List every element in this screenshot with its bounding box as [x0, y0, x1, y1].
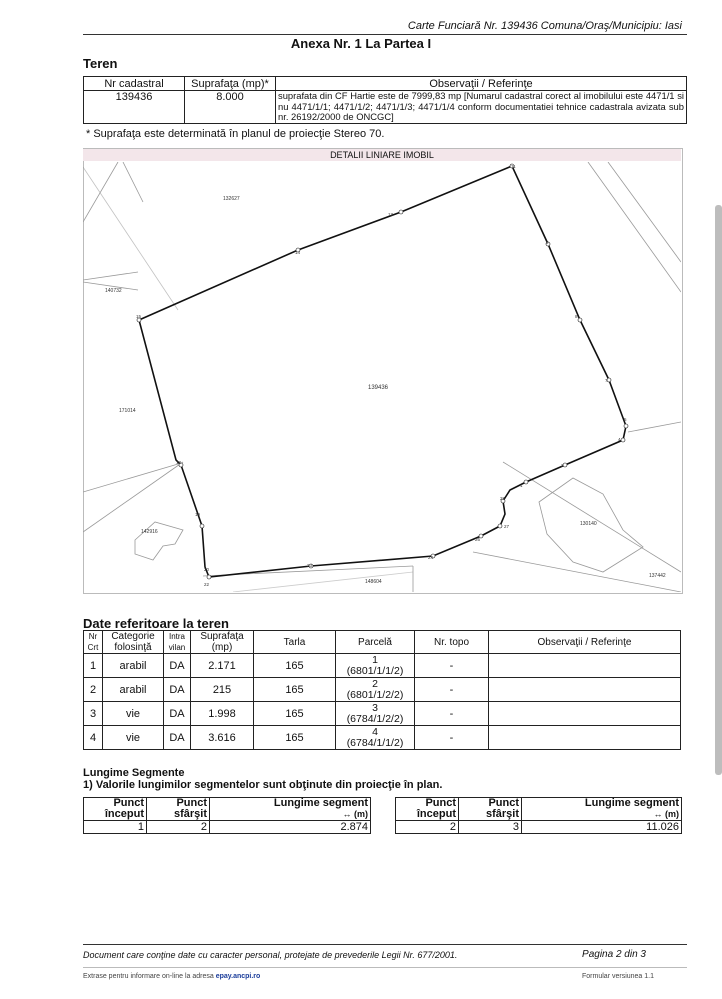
nr-topo: - [415, 726, 489, 750]
categorie: arabil [103, 678, 164, 702]
page-number: Pagina 2 din 3 [582, 949, 646, 960]
form-version: Formular versiunea 1.1 [582, 973, 654, 980]
intravilan: DA [164, 726, 191, 750]
neighbour-132627: 132627 [223, 196, 240, 202]
footer-rule [83, 944, 687, 945]
pt-26: 26 [475, 537, 481, 542]
pt-20: 20 [204, 567, 210, 572]
scrollbar-thumb[interactable] [715, 205, 722, 775]
suprafata-value: 8.000 [185, 91, 276, 124]
legal-notice: Document care conţine date cu caracter personal, protejate de prevederile Legii Nr. 677/2001. [83, 950, 458, 960]
segmente-heading: Lungime Segmente [83, 767, 185, 779]
col-suprafata: Suprafaţa (mp) [191, 631, 254, 654]
pt-22: 22 [204, 582, 210, 587]
neighbour-148604: 148604 [365, 579, 382, 585]
categorie: vie [103, 702, 164, 726]
col-intravilan: Intra vilan [164, 631, 191, 654]
punct-sfarsit: 3 [459, 821, 522, 834]
nr-topo: - [415, 678, 489, 702]
intravilan: DA [164, 678, 191, 702]
extras-notice: Extrase pentru informare on-line la adresa epay.ancpi.ro [83, 973, 261, 980]
pt-18: 18 [176, 460, 182, 465]
pt-7: 7 [605, 378, 608, 383]
col-lungime: Lungime segment ↔ (m) [210, 798, 371, 821]
lungime-segment: 2.874 [210, 821, 371, 834]
footer-rule-2 [83, 967, 687, 968]
neighbour-lines [83, 162, 681, 592]
parcela: 3 (6784/1/2/2) [336, 702, 415, 726]
table-row [84, 654, 681, 678]
col-tarla: Tarla [254, 631, 336, 654]
parcela: 2 (6801/1/2/2) [336, 678, 415, 702]
col-suprafata: Suprafaţa (mp)* [185, 77, 276, 91]
pt-27: 27 [504, 524, 510, 529]
cf-header: Carte Funciară Nr. 139436 Comuna/Oraş/Municipiu: Iasi [407, 20, 682, 32]
pt-28: 28 [500, 496, 506, 501]
col-punct-inceput: Punct început [396, 798, 459, 821]
col-nr-cadastral: Nr cadastral [84, 77, 185, 91]
pt-9: 9 [546, 240, 549, 245]
projection-note: * Suprafaţa este determinată în planul de proiecţie Stereo 70. [86, 128, 385, 140]
punct-inceput: 2 [396, 821, 459, 834]
suprafata: 3.616 [191, 726, 254, 750]
segmente-subheading: 1) Valorile lungimilor segmentelor sunt obţinute din proiecţie în plan. [83, 779, 443, 791]
nr-topo: - [415, 654, 489, 678]
pt-13: 13 [388, 212, 394, 217]
tarla: 165 [254, 726, 336, 750]
neighbour-171014: 171014 [119, 408, 136, 414]
neighbour-142916: 142916 [141, 529, 158, 535]
suprafata: 2.171 [191, 654, 254, 678]
neighbour-130140: 130140 [580, 521, 597, 527]
neighbour-140732: 140732 [105, 288, 122, 294]
table-row [396, 821, 682, 834]
col-nr-crt: Nr Crt [84, 631, 103, 654]
col-punct-sfarsit: Punct sfârşit [147, 798, 210, 821]
punct-inceput: 1 [84, 821, 147, 834]
page-title: Anexa Nr. 1 La Partea I [290, 36, 432, 51]
observatii [489, 654, 681, 678]
table-row [84, 821, 371, 834]
suprafata: 1.998 [191, 702, 254, 726]
col-punct-sfarsit: Punct sfârşit [459, 798, 522, 821]
table-row [84, 726, 681, 750]
pt-4: 4 [618, 437, 621, 442]
intravilan: DA [164, 654, 191, 678]
date-teren-table [83, 630, 681, 750]
epay-link[interactable]: epay.ancpi.ro [215, 973, 261, 980]
col-categorie: Categorie folosinţă [103, 631, 164, 654]
cadastral-plan [83, 162, 681, 592]
pt-8: 8 [575, 314, 578, 319]
teren-table [83, 76, 687, 124]
categorie: vie [103, 726, 164, 750]
header-rule [83, 34, 687, 35]
plan-heading: DETALII LINIARE IMOBIL [83, 149, 681, 161]
nr-crt: 1 [84, 654, 103, 678]
neighbour-137442: 137442 [649, 573, 666, 579]
suprafata: 215 [191, 678, 254, 702]
col-observatii: Observaţii / Referinţe [276, 77, 687, 91]
observatii [489, 678, 681, 702]
lungime-segment: 11.026 [522, 821, 682, 834]
pt-19: 19 [195, 512, 201, 517]
neighbour-labels [105, 196, 666, 585]
tarla: 165 [254, 702, 336, 726]
pt-23: 23 [307, 563, 313, 568]
col-observatii: Observaţii / Referinţe [489, 631, 681, 654]
pt-15: 15 [136, 314, 142, 319]
pt-2: 2 [561, 463, 564, 468]
pt-24: 24 [428, 555, 434, 560]
col-punct-inceput: Punct început [84, 798, 147, 821]
segmente-table-left [83, 797, 371, 834]
pt-14: 14 [295, 250, 301, 255]
boundary-vertices [137, 164, 628, 579]
categorie: arabil [103, 654, 164, 678]
observatii-value: suprafata din CF Hartie este de 7999,83 mp [Numarul cadastral corect al imobilului este 4471/1 si nu 4471/1/1; 4471/1/2; 4471/1/3; 4471/1/4 conform documentatiei tehnice cadastrala avizata sub nr. 26192/2000 de ONCGC] [276, 91, 687, 124]
tarla: 165 [254, 654, 336, 678]
main-parcel-label: 139436 [368, 385, 389, 391]
pt-5: 5 [624, 417, 627, 422]
nr-topo: - [415, 702, 489, 726]
nr-crt: 3 [84, 702, 103, 726]
nr-cadastral-value: 139436 [84, 91, 185, 124]
parcela: 4 (6784/1/1/2) [336, 726, 415, 750]
parcel-boundary [139, 166, 626, 577]
pt-1: 1 [520, 483, 523, 488]
nr-crt: 4 [84, 726, 103, 750]
tarla: 165 [254, 678, 336, 702]
punct-sfarsit: 2 [147, 821, 210, 834]
table-row [84, 678, 681, 702]
col-parcela: Parcelă [336, 631, 415, 654]
segmente-table-right [395, 797, 682, 834]
pt-11: 11 [511, 164, 516, 169]
observatii [489, 726, 681, 750]
parcela: 1 (6801/1/1/2) [336, 654, 415, 678]
intravilan: DA [164, 702, 191, 726]
observatii [489, 702, 681, 726]
nr-crt: 2 [84, 678, 103, 702]
table-row [84, 702, 681, 726]
vertex-labels [136, 164, 627, 587]
date-teren-heading: Date referitoare la teren [83, 616, 229, 631]
col-nr-topo: Nr. topo [415, 631, 489, 654]
teren-heading: Teren [83, 56, 118, 71]
col-lungime: Lungime segment ↔ (m) [522, 798, 682, 821]
